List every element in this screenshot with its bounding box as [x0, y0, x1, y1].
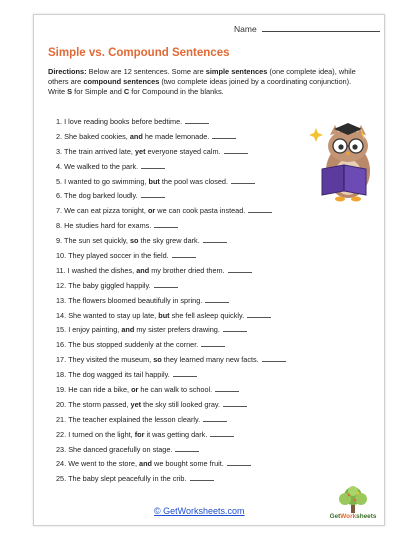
sentence-text: I wanted to go swimming,: [64, 176, 149, 186]
sentence-item: [56, 204, 376, 219]
sentence-number: 20.: [56, 399, 67, 409]
sentence-number: 3.: [56, 146, 63, 156]
conjunction: and: [121, 325, 135, 335]
sentence-number: 21.: [56, 414, 67, 424]
sentence-text-continued: the pool was closed.: [159, 176, 228, 186]
sentence-number: 12.: [56, 280, 67, 290]
answer-blank[interactable]: [203, 236, 227, 243]
conjunction: but: [148, 176, 160, 186]
sentence-item: [56, 383, 376, 398]
answer-blank[interactable]: [201, 340, 225, 347]
answer-blank[interactable]: [223, 400, 247, 407]
sentence-item: [56, 443, 376, 458]
sentence-number: 4.: [56, 161, 63, 171]
sentence-text: The teacher explained the lesson clearly.: [68, 414, 201, 424]
name-field: [234, 23, 380, 34]
answer-blank[interactable]: [215, 385, 239, 392]
logo-wordmark: GetWorksheets: [329, 513, 377, 520]
sentence-text: The bus stopped suddenly at the corner.: [68, 340, 199, 350]
sentence-number: 23.: [56, 444, 67, 454]
sentence-number: 22.: [56, 429, 67, 439]
sentence-text: They visited the museum,: [68, 355, 154, 365]
conjunction: for: [134, 429, 145, 439]
sentence-item: [56, 353, 376, 368]
conjunction: so: [129, 236, 139, 246]
answer-blank[interactable]: [212, 132, 236, 139]
worksheet-page: [33, 14, 385, 526]
answer-blank[interactable]: [223, 325, 247, 332]
sentence-text: We went to the store,: [68, 459, 140, 469]
sentence-text-continued: we can cook pasta instead.: [155, 206, 246, 216]
sentence-number: 2.: [56, 131, 63, 141]
sentence-number: 16.: [56, 340, 67, 350]
sentence-text: The storm passed,: [68, 399, 131, 409]
sentence-number: 17.: [56, 355, 67, 365]
sentence-text-continued: it was getting dark.: [144, 429, 208, 439]
sentence-item: [56, 249, 376, 264]
sentence-item: [56, 294, 376, 309]
sentence-text-continued: the sky grew dark.: [138, 236, 200, 246]
sentence-number: 7.: [56, 206, 63, 216]
sentence-text: The baby giggled happily.: [68, 280, 151, 290]
sentence-text-continued: we bought some fruit.: [152, 459, 224, 469]
sentence-number: 1.: [56, 117, 63, 126]
conjunction: and: [139, 459, 153, 469]
answer-blank[interactable]: [141, 191, 165, 198]
answer-blank[interactable]: [154, 281, 178, 288]
sentence-item: [56, 234, 376, 249]
conjunction: yet: [130, 399, 142, 409]
getworksheets-logo: [324, 485, 382, 525]
conjunction: and: [129, 131, 143, 141]
sentence-number: 18.: [56, 370, 67, 380]
name-blank-line[interactable]: [262, 23, 380, 32]
sentence-text-continued: she fell asleep quickly.: [169, 310, 245, 320]
answer-blank[interactable]: [248, 206, 272, 213]
sentence-text: I love reading books before bedtime.: [64, 117, 183, 126]
conjunction: or: [147, 206, 156, 216]
sparkle-icon: [309, 128, 323, 142]
sentence-item: [56, 309, 376, 324]
sentence-text-continued: everyone stayed calm.: [145, 146, 221, 156]
sentence-item: [56, 264, 376, 279]
name-label: Name: [234, 24, 257, 34]
sentence-number: 11.: [56, 265, 66, 275]
answer-blank[interactable]: [231, 177, 255, 184]
sentence-number: 14.: [56, 310, 67, 320]
sentence-text-continued: he can walk to school.: [138, 385, 213, 395]
directions-paragraph: Directions: Below are 12 sentences. Some are simple sentences (one complete idea), while others are compound sentences (two complete ideas joined by a coordinating conjunction). Write S for Simple and C for Compound in the blanks.: [48, 67, 356, 97]
answer-blank[interactable]: [247, 311, 271, 318]
conjunction: and: [136, 265, 150, 275]
answer-blank[interactable]: [173, 370, 197, 377]
sentence-number: 24.: [56, 459, 67, 469]
sentence-text: The sun set quickly,: [64, 236, 130, 246]
sentence-item: [56, 398, 376, 413]
sentence-number: 25.: [56, 474, 67, 484]
sentence-text-continued: my brother dried them.: [149, 265, 225, 275]
sentence-item: [56, 457, 376, 472]
sentence-text-continued: they learned many new facts.: [161, 355, 259, 365]
sentence-text: The baby slept peacefully in the crib.: [68, 474, 187, 484]
footer-website-link[interactable]: © GetWorksheets.com: [154, 506, 245, 516]
sentence-text: The train arrived late,: [64, 146, 135, 156]
sentence-text-continued: the sky still looked gray.: [141, 399, 221, 409]
sentence-number: 10.: [56, 251, 67, 261]
sentence-number: 5.: [56, 176, 63, 186]
answer-blank[interactable]: [190, 474, 214, 481]
sentence-text: She wanted to stay up late,: [68, 310, 159, 320]
sentence-number: 6.: [56, 191, 63, 201]
sentence-text: He can ride a bike,: [68, 385, 132, 395]
sentence-text: They played soccer in the field.: [68, 251, 169, 261]
answer-blank[interactable]: [154, 221, 178, 228]
sentence-text: The flowers bloomed beautifully in spring.: [68, 295, 203, 305]
sentence-number: 9.: [56, 236, 63, 246]
answer-blank[interactable]: [203, 415, 227, 422]
sentence-text: She danced gracefully on stage.: [68, 444, 173, 454]
sentence-text: The dog wagged its tail happily.: [68, 370, 170, 380]
sentence-item: [56, 279, 376, 294]
conjunction: or: [131, 385, 139, 395]
conjunction: so: [153, 355, 162, 365]
sentence-item: [56, 323, 376, 338]
answer-blank[interactable]: [205, 296, 229, 303]
answer-blank[interactable]: [185, 117, 209, 124]
sentence-text: We can eat pizza tonight,: [64, 206, 148, 216]
sentence-item: [56, 368, 376, 383]
sentence-text: She baked cookies,: [64, 131, 130, 141]
tree-icon: [324, 485, 382, 515]
sentence-number: 8.: [56, 221, 63, 231]
sentence-number: 15.: [56, 325, 67, 335]
sentence-item: [56, 413, 376, 428]
sentence-number: 13.: [56, 295, 67, 305]
sentence-text: We walked to the park.: [64, 161, 139, 171]
sentence-text-continued: he made lemonade.: [142, 131, 210, 141]
sentence-text-continued: my sister prefers drawing.: [134, 325, 220, 335]
sentence-item: [56, 338, 376, 353]
directions-lead: Directions:: [48, 67, 87, 76]
answer-blank[interactable]: [224, 147, 248, 154]
sentence-text: I enjoy painting,: [68, 325, 122, 335]
conjunction: but: [158, 310, 170, 320]
sentence-text: I washed the dishes,: [67, 265, 137, 275]
sentence-text: I turned on the light,: [68, 429, 135, 439]
sentence-item: [56, 428, 376, 443]
conjunction: yet: [134, 146, 146, 156]
answer-blank[interactable]: [262, 355, 286, 362]
sentence-text: He studies hard for exams.: [64, 221, 152, 231]
answer-blank[interactable]: [175, 445, 199, 452]
sentence-number: 19.: [56, 385, 67, 395]
answer-blank[interactable]: [228, 266, 252, 273]
worksheet-title: Simple vs. Compound Sentences: [48, 47, 230, 59]
answer-blank[interactable]: [172, 251, 196, 258]
owl-reading-book-icon: [308, 119, 378, 203]
sentence-item: [56, 219, 376, 234]
answer-blank[interactable]: [141, 162, 165, 169]
answer-blank[interactable]: [227, 459, 251, 466]
sentence-text: The dog barked loudly.: [64, 191, 138, 201]
answer-blank[interactable]: [210, 430, 234, 437]
